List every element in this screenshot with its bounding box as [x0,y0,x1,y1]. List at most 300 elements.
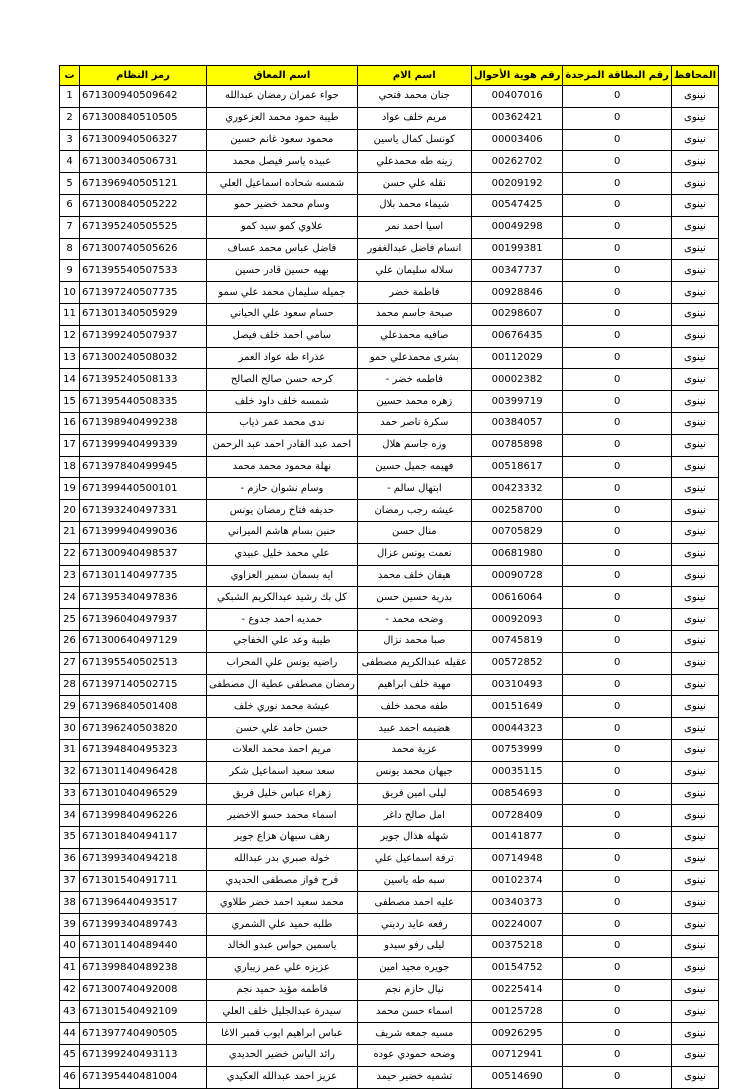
unified-card-cell: 0 [563,761,671,783]
mother-name-cell: شهله هذال جوير [357,827,471,849]
seq-cell: 12 [60,325,80,347]
mother-name-cell: سكرة ناصر حمد [357,412,471,434]
disabled-name-cell: زهراء عباس خليل فريق [207,783,358,805]
mother-name-cell: نيال حازم نجم [357,979,471,1001]
unified-card-cell: 0 [563,282,671,304]
mother-name-cell: فاطمه خضر - [357,369,471,391]
mother-name-cell: صبا محمد نزال [357,630,471,652]
civil-id-cell: 00854693 [471,783,563,805]
civil-id-cell: 00340373 [471,892,563,914]
governorate-cell: نينوى [671,827,718,849]
system-code-cell: 671399440500101 [80,478,207,500]
system-code-cell: 671399840489238 [80,957,207,979]
governorate-cell: نينوى [671,957,718,979]
civil-id-cell: 00347737 [471,260,563,282]
civil-id-cell: 00090728 [471,565,563,587]
unified-card-cell: 0 [563,848,671,870]
seq-cell: 39 [60,914,80,936]
disabled-name-cell: عيشة محمد نوري خلف [207,696,358,718]
governorate-cell: نينوى [671,718,718,740]
table-row [60,957,719,979]
mother-name-cell: تشميه خضير حيمد [357,1066,471,1088]
mother-name-cell: عزية محمد [357,739,471,761]
seq-cell: 8 [60,238,80,260]
seq-cell: 6 [60,194,80,216]
mother-name-cell: فاطمة خضر [357,282,471,304]
civil-id-cell: 00224007 [471,914,563,936]
table-row [60,347,719,369]
civil-id-cell: 00125728 [471,1001,563,1023]
governorate-cell: نينوى [671,325,718,347]
disabled-name-cell: عبيده ياسر فيصل محمد [207,151,358,173]
seq-cell: 13 [60,347,80,369]
governorate-cell: نينوى [671,543,718,565]
system-code-cell: 671396040497937 [80,609,207,631]
seq-cell: 17 [60,434,80,456]
seq-cell: 33 [60,783,80,805]
unified-card-cell: 0 [563,936,671,958]
seq-cell: 44 [60,1023,80,1045]
system-code-cell: 671300740492008 [80,979,207,1001]
mother-name-cell: مسيه جمعه شريف [357,1023,471,1045]
system-code-cell: 671395240505525 [80,216,207,238]
system-code-cell: 671300640497129 [80,630,207,652]
mother-name-cell: اسيا احمد نمر [357,216,471,238]
governorate-cell: نينوى [671,805,718,827]
seq-cell: 34 [60,805,80,827]
unified-card-cell: 0 [563,194,671,216]
system-code-cell: 671399340489743 [80,914,207,936]
table-row [60,565,719,587]
governorate-cell: نينوى [671,129,718,151]
unified-card-cell: 0 [563,129,671,151]
governorate-cell: نينوى [671,936,718,958]
system-code-cell: 671301140497735 [80,565,207,587]
disabled-name-cell: عزيزه علي عمر زيباري [207,957,358,979]
mother-name-cell: شيماء محمد بلال [357,194,471,216]
governorate-cell: نينوى [671,892,718,914]
governorate-cell: نينوى [671,391,718,413]
unified-card-cell: 0 [563,303,671,325]
mother-name-cell: وضحه محمد - [357,609,471,631]
unified-card-cell: 0 [563,630,671,652]
seq-cell: 45 [60,1045,80,1067]
unified-card-cell: 0 [563,86,671,108]
system-code-cell: 671396940505121 [80,173,207,195]
seq-cell: 18 [60,456,80,478]
system-code-cell: 671300940509642 [80,86,207,108]
mother-name-cell: مريم خلف عواد [357,107,471,129]
governorate-cell: نينوى [671,347,718,369]
disabled-name-cell: شمسه خلف داود خلف [207,391,358,413]
mother-name-cell: ابتهال سالم - [357,478,471,500]
seq-cell: 15 [60,391,80,413]
table-row [60,979,719,1001]
unified-card-cell: 0 [563,347,671,369]
civil-id-cell: 00753999 [471,739,563,761]
governorate-cell: نينوى [671,783,718,805]
governorate-cell: نينوى [671,434,718,456]
governorate-cell: نينوى [671,1066,718,1088]
disabled-name-cell: حنين بسام هاشم الميراني [207,521,358,543]
mother-name-cell: انسام فاضل عبدالغفور [357,238,471,260]
header-system-code: رمز النظام [80,66,207,86]
seq-cell: 20 [60,500,80,522]
unified-card-cell: 0 [563,391,671,413]
system-code-cell: 671399340494218 [80,848,207,870]
system-code-cell: 671395340497836 [80,587,207,609]
unified-card-cell: 0 [563,500,671,522]
disabled-name-cell: اسماء محمد حسو الاخضير [207,805,358,827]
governorate-cell: نينوى [671,151,718,173]
disabled-name-cell: طيبة حمود محمد العزعوري [207,107,358,129]
unified-card-cell: 0 [563,892,671,914]
disabled-name-cell: ياسمين حواس عبدو الخالد [207,936,358,958]
unified-card-cell: 0 [563,412,671,434]
system-code-cell: 671301840494117 [80,827,207,849]
disabled-name-cell: سيدرة عبدالجليل خلف العلي [207,1001,358,1023]
disabled-name-cell: ندى محمد عمر ذياب [207,412,358,434]
mother-name-cell: منال حسن [357,521,471,543]
table-row [60,870,719,892]
table-row [60,1045,719,1067]
mother-name-cell: هيفان خلف محمد [357,565,471,587]
unified-card-cell: 0 [563,238,671,260]
mother-name-cell: جويره مجيد امين [357,957,471,979]
unified-card-cell: 0 [563,587,671,609]
seq-cell: 22 [60,543,80,565]
table-row [60,434,719,456]
civil-id-cell: 00112029 [471,347,563,369]
seq-cell: 4 [60,151,80,173]
seq-cell: 41 [60,957,80,979]
system-code-cell: 671399240493113 [80,1045,207,1067]
table-row [60,761,719,783]
governorate-cell: نينوى [671,761,718,783]
table-row [60,892,719,914]
governorate-cell: نينوى [671,260,718,282]
system-code-cell: 671300240508032 [80,347,207,369]
civil-id-cell: 00785898 [471,434,563,456]
mother-name-cell: صبحة جاسم محمد [357,303,471,325]
mother-name-cell: جيهان محمد يونس [357,761,471,783]
civil-id-cell: 00154752 [471,957,563,979]
civil-id-cell: 00712941 [471,1045,563,1067]
mother-name-cell: وضحه حمودي عوده [357,1045,471,1067]
unified-card-cell: 0 [563,456,671,478]
seq-cell: 38 [60,892,80,914]
system-code-cell: 671395540502513 [80,652,207,674]
governorate-cell: نينوى [671,1045,718,1067]
system-code-cell: 671396240503820 [80,718,207,740]
table-row [60,696,719,718]
governorate-cell: نينوى [671,86,718,108]
unified-card-cell: 0 [563,434,671,456]
seq-cell: 43 [60,1001,80,1023]
mother-name-cell: طفه محمد خلف [357,696,471,718]
civil-id-cell: 00714948 [471,848,563,870]
table-row [60,173,719,195]
table-row [60,107,719,129]
system-code-cell: 671399240507937 [80,325,207,347]
unified-card-cell: 0 [563,173,671,195]
unified-card-cell: 0 [563,783,671,805]
header-row [60,66,719,86]
system-code-cell: 671399940499036 [80,521,207,543]
governorate-cell: نينوى [671,412,718,434]
system-code-cell: 671395440508335 [80,391,207,413]
civil-id-cell: 00035115 [471,761,563,783]
table-row [60,609,719,631]
mother-name-cell: امل صالح داغر [357,805,471,827]
civil-id-cell: 00928846 [471,282,563,304]
table-row [60,914,719,936]
unified-card-cell: 0 [563,609,671,631]
mother-name-cell: كونسل كمال ياسين [357,129,471,151]
civil-id-cell: 00745819 [471,630,563,652]
governorate-cell: نينوى [671,979,718,1001]
disabled-name-cell: شمسه شحاده اسماعيل العلي [207,173,358,195]
seq-cell: 3 [60,129,80,151]
governorate-cell: نينوى [671,456,718,478]
civil-id-cell: 00151649 [471,696,563,718]
system-code-cell: 671397140502715 [80,674,207,696]
civil-id-cell: 00518617 [471,456,563,478]
governorate-cell: نينوى [671,216,718,238]
system-code-cell: 671397240507735 [80,282,207,304]
system-code-cell: 671301340505929 [80,303,207,325]
table-row [60,216,719,238]
table-row [60,303,719,325]
table-row [60,848,719,870]
mother-name-cell: عيشه رجب رمضان [357,500,471,522]
mother-name-cell: بدرية حسين حسن [357,587,471,609]
table-row [60,282,719,304]
system-code-cell: 671399940499339 [80,434,207,456]
civil-id-cell: 00044323 [471,718,563,740]
civil-id-cell: 00002382 [471,369,563,391]
mother-name-cell: سلاله سليمان علي [357,260,471,282]
civil-id-cell: 00209192 [471,173,563,195]
civil-id-cell: 00384057 [471,412,563,434]
governorate-cell: نينوى [671,238,718,260]
seq-cell: 26 [60,630,80,652]
system-code-cell: 671395540507533 [80,260,207,282]
disabled-name-cell: سعد سعيد اسماعيل شكر [207,761,358,783]
governorate-cell: نينوى [671,173,718,195]
disabled-name-cell: مريم احمد محمد العلات [207,739,358,761]
beneficiaries-table [59,65,719,1089]
governorate-cell: نينوى [671,630,718,652]
seq-cell: 28 [60,674,80,696]
governorate-cell: نينوى [671,914,718,936]
disabled-name-cell: فرح فواز مصطفى الحديدي [207,870,358,892]
seq-cell: 42 [60,979,80,1001]
mother-name-cell: رفعه عايد رديني [357,914,471,936]
disabled-name-cell: رائد الياس خضير الحديدي [207,1045,358,1067]
disabled-name-cell: طلبه حميد علي الشمري [207,914,358,936]
unified-card-cell: 0 [563,521,671,543]
unified-card-cell: 0 [563,652,671,674]
seq-cell: 29 [60,696,80,718]
civil-id-cell: 00407016 [471,86,563,108]
unified-card-cell: 0 [563,151,671,173]
unified-card-cell: 0 [563,1066,671,1088]
unified-card-cell: 0 [563,957,671,979]
table-row [60,521,719,543]
seq-cell: 31 [60,739,80,761]
mother-name-cell: عقيله عبدالكريم مصطفى [357,652,471,674]
civil-id-cell: 00092093 [471,609,563,631]
mother-name-cell: نعمت يونس عزال [357,543,471,565]
disabled-name-cell: جميله سليمان محمد علي سمو [207,282,358,304]
table-row [60,739,719,761]
seq-cell: 40 [60,936,80,958]
civil-id-cell: 00926295 [471,1023,563,1045]
governorate-cell: نينوى [671,500,718,522]
seq-cell: 16 [60,412,80,434]
disabled-name-cell: حسن حامد علي حسن [207,718,358,740]
civil-id-cell: 00199381 [471,238,563,260]
disabled-name-cell: رهف سبهان هزاع جوير [207,827,358,849]
civil-id-cell: 00423332 [471,478,563,500]
table-row [60,86,719,108]
disabled-name-cell: عباس ابراهيم ايوب قمبر الاغا [207,1023,358,1045]
table-row [60,674,719,696]
civil-id-cell: 00225414 [471,979,563,1001]
unified-card-cell: 0 [563,565,671,587]
header-governorate: المحافظ [671,66,718,86]
table-row [60,391,719,413]
unified-card-cell: 0 [563,478,671,500]
seq-cell: 36 [60,848,80,870]
mother-name-cell: عليه احمد مصطفى [357,892,471,914]
disabled-name-cell: احمد عبد القادر احمد عبد الرحمن [207,434,358,456]
system-code-cell: 671300940498537 [80,543,207,565]
table-row [60,478,719,500]
table-row [60,369,719,391]
civil-id-cell: 00616064 [471,587,563,609]
civil-id-cell: 00681980 [471,543,563,565]
disabled-name-cell: علاوي كمو سيد كمو [207,216,358,238]
system-code-cell: 671300740505626 [80,238,207,260]
unified-card-cell: 0 [563,870,671,892]
unified-card-cell: 0 [563,325,671,347]
civil-id-cell: 00298607 [471,303,563,325]
system-code-cell: 671396440493517 [80,892,207,914]
unified-card-cell: 0 [563,1001,671,1023]
unified-card-cell: 0 [563,216,671,238]
mother-name-cell: ليلى رفو سيدو [357,936,471,958]
mother-name-cell: هضيمه احمد عبيد [357,718,471,740]
unified-card-cell: 0 [563,739,671,761]
header-seq: ت [60,66,80,86]
disabled-name-cell: علي محمد خليل عبيدي [207,543,358,565]
system-code-cell: 671301540491711 [80,870,207,892]
table-row [60,543,719,565]
header-disabled-name: اسم المعاق [207,66,358,86]
table-row [60,936,719,958]
civil-id-cell: 00258700 [471,500,563,522]
table-row [60,587,719,609]
seq-cell: 21 [60,521,80,543]
mother-name-cell: سبه طه ياسين [357,870,471,892]
unified-card-cell: 0 [563,979,671,1001]
table-row [60,805,719,827]
seq-cell: 1 [60,86,80,108]
disabled-name-cell: طيبة وعد علي الخفاجي [207,630,358,652]
civil-id-cell: 00399719 [471,391,563,413]
disabled-name-cell: رمضان مصطفى عطية ال مصطفى [207,674,358,696]
table-row [60,194,719,216]
mother-name-cell: ترفة اسماعيل علي [357,848,471,870]
mother-name-cell: نقله علي حسن [357,173,471,195]
mother-name-cell: زهره محمد حسين [357,391,471,413]
unified-card-cell: 0 [563,696,671,718]
disabled-name-cell: وسام محمد خضير حمو [207,194,358,216]
governorate-cell: نينوى [671,1023,718,1045]
governorate-cell: نينوى [671,282,718,304]
table-row [60,456,719,478]
mother-name-cell: فهيمه جميل حسين [357,456,471,478]
seq-cell: 30 [60,718,80,740]
table-row [60,129,719,151]
mother-name-cell: اسماء حسن محمد [357,1001,471,1023]
unified-card-cell: 0 [563,805,671,827]
civil-id-cell: 00676435 [471,325,563,347]
system-code-cell: 671395440481004 [80,1066,207,1088]
header-unified-card: رقم البطاقة المزجدة [563,66,671,86]
seq-cell: 19 [60,478,80,500]
seq-cell: 10 [60,282,80,304]
table-row [60,151,719,173]
unified-card-cell: 0 [563,718,671,740]
governorate-cell: نينوى [671,609,718,631]
unified-card-cell: 0 [563,827,671,849]
unified-card-cell: 0 [563,260,671,282]
system-code-cell: 671301540492109 [80,1001,207,1023]
seq-cell: 27 [60,652,80,674]
mother-name-cell: وزه جاسم هلال [357,434,471,456]
seq-cell: 24 [60,587,80,609]
mother-name-cell: جنان محمد فتحي [357,86,471,108]
table-row [60,718,719,740]
civil-id-cell: 00514690 [471,1066,563,1088]
disabled-name-cell: فاضل عباس محمد عساف [207,238,358,260]
table-row [60,500,719,522]
seq-cell: 35 [60,827,80,849]
governorate-cell: نينوى [671,696,718,718]
civil-id-cell: 00375218 [471,936,563,958]
system-code-cell: 671396840501408 [80,696,207,718]
unified-card-cell: 0 [563,1023,671,1045]
disabled-name-cell: حسام سعود علي الحياني [207,303,358,325]
system-code-cell: 671300840505222 [80,194,207,216]
system-code-cell: 671398940499238 [80,412,207,434]
governorate-cell: نينوى [671,870,718,892]
table-row [60,260,719,282]
seq-cell: 14 [60,369,80,391]
governorate-cell: نينوى [671,478,718,500]
table-row [60,1066,719,1088]
system-code-cell: 671397840499945 [80,456,207,478]
table-row [60,630,719,652]
table-row [60,325,719,347]
governorate-cell: نينوى [671,194,718,216]
table-row [60,1001,719,1023]
seq-cell: 25 [60,609,80,631]
disabled-name-cell: كل بك رشيد عبدالكريم الشبكي [207,587,358,609]
